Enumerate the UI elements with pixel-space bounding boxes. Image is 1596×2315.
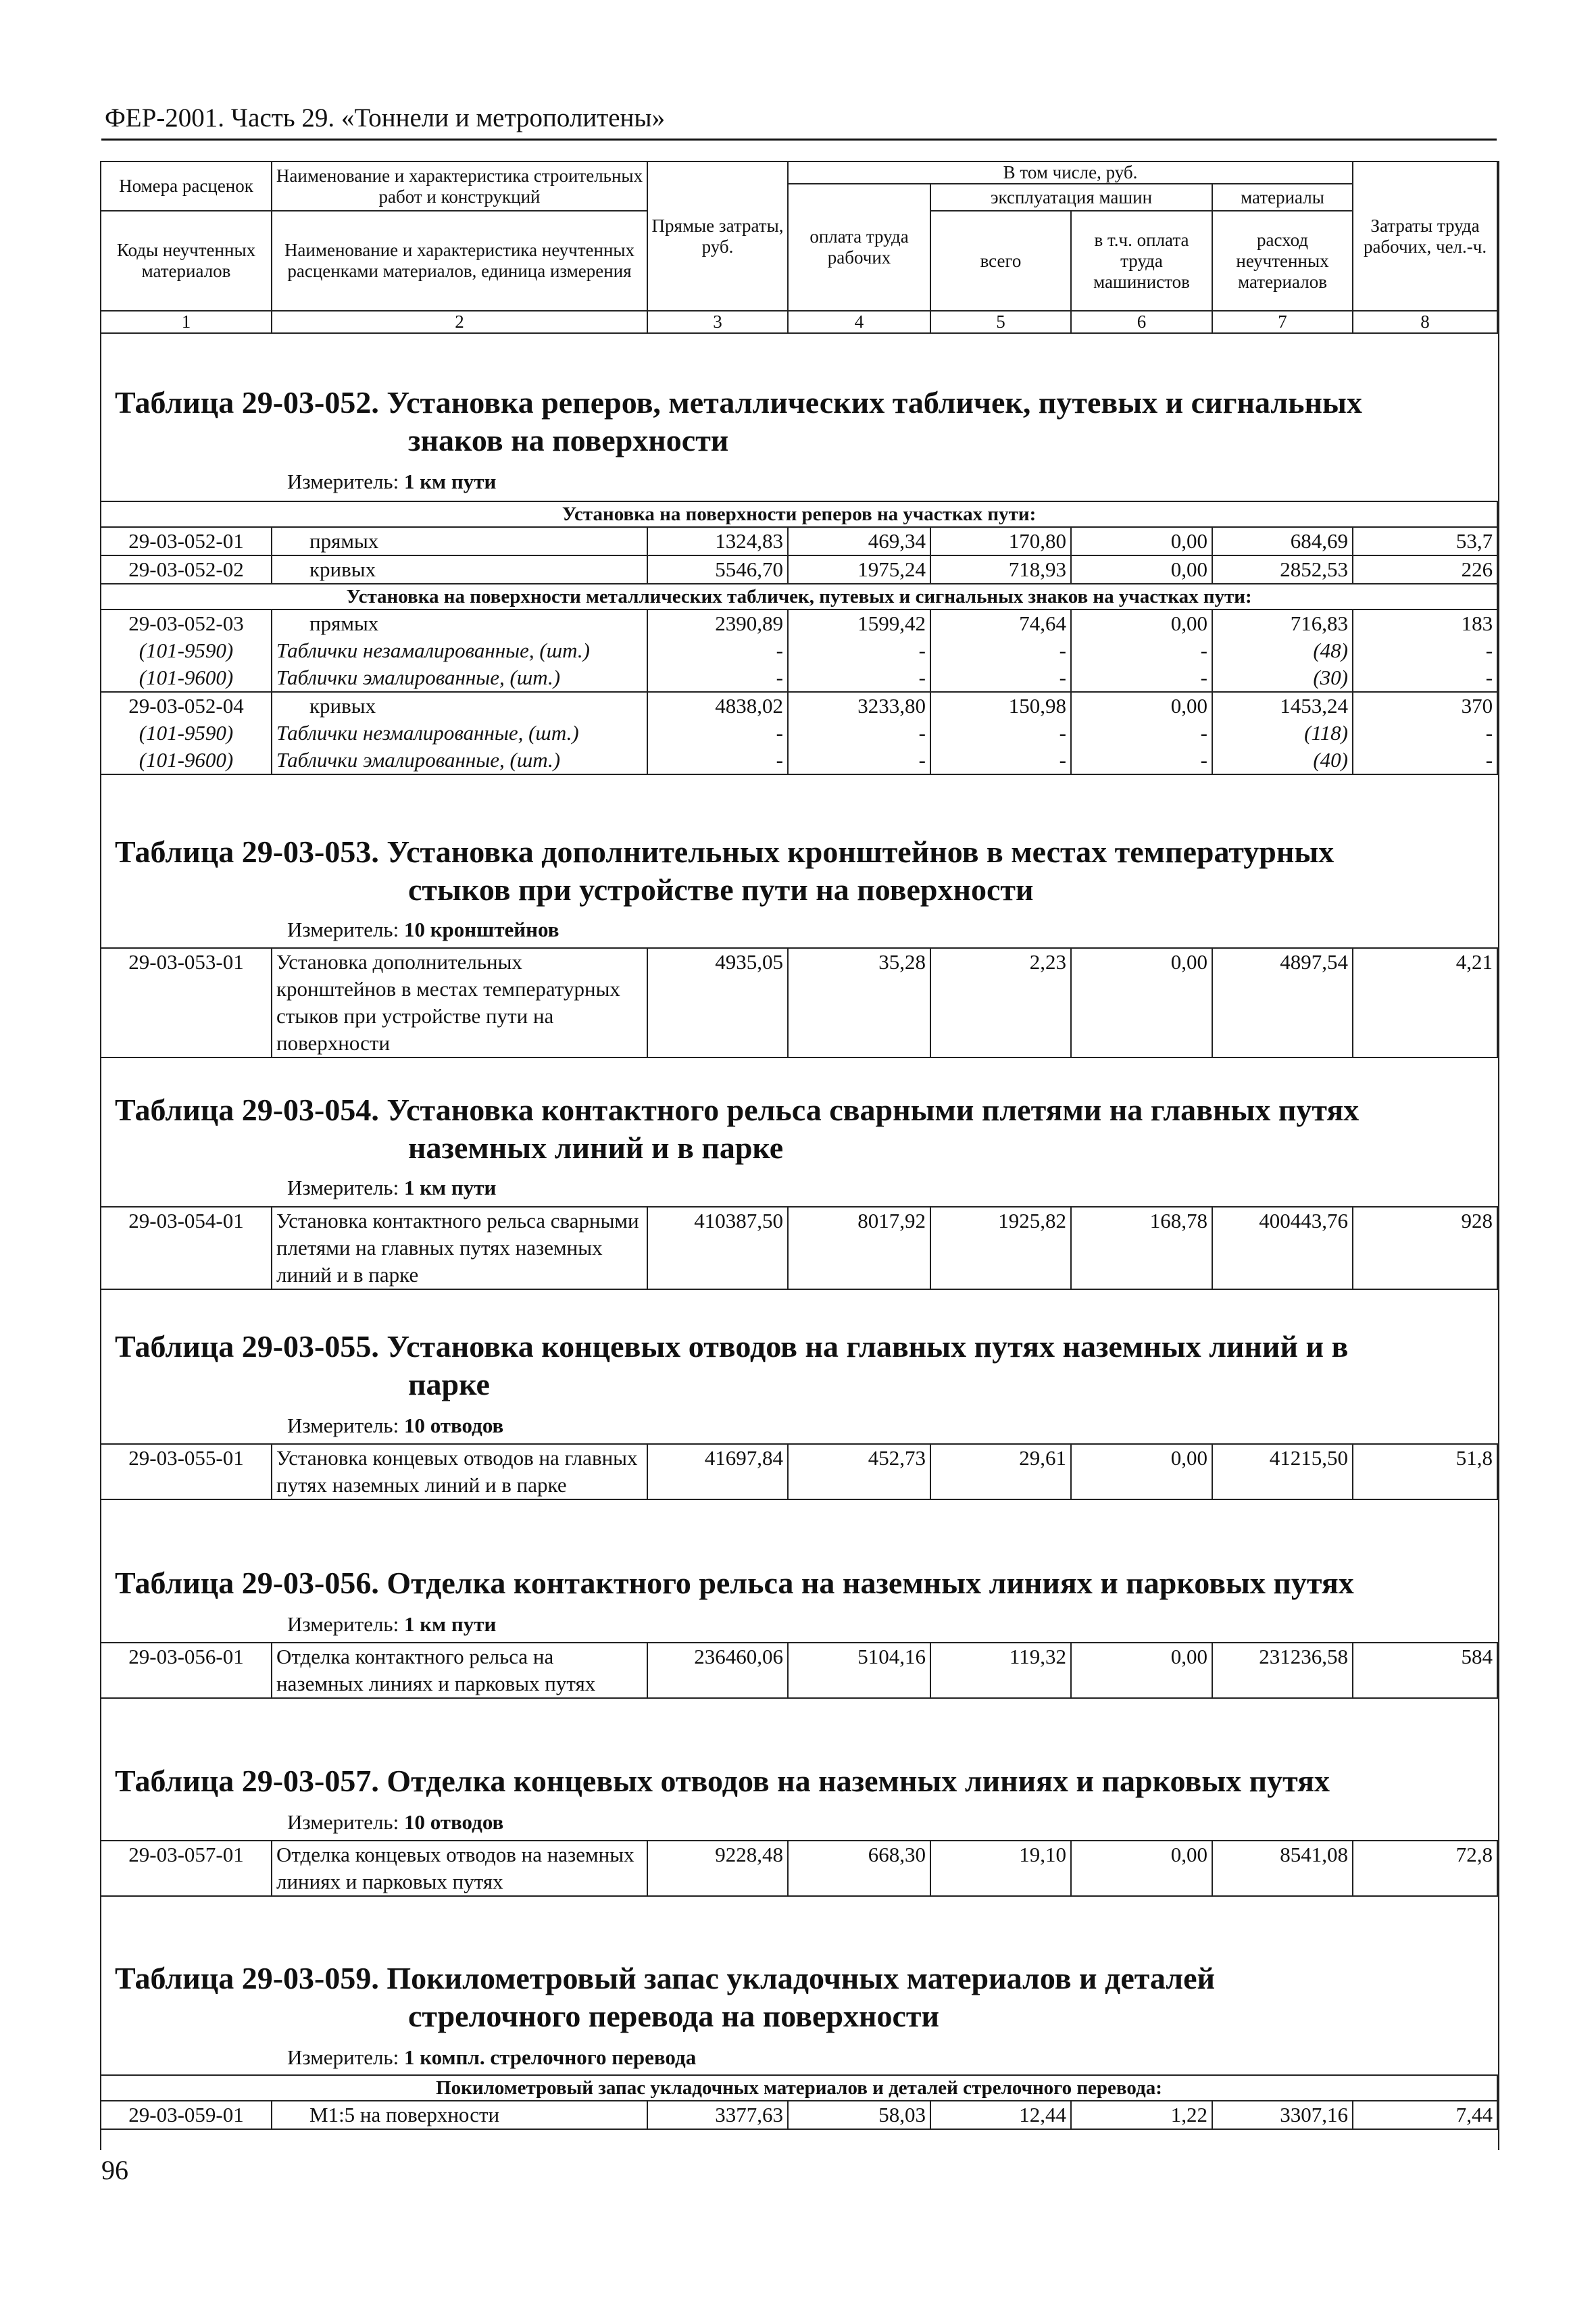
material-code: (101-9590) xyxy=(101,720,272,747)
table-057-title xyxy=(115,1762,1480,1800)
machines-total: 1925,82 xyxy=(930,1207,1071,1289)
table-row xyxy=(101,1841,1497,1896)
dash: - xyxy=(930,747,1071,774)
labor: 51,8 xyxy=(1353,1444,1497,1499)
table-056-measure xyxy=(287,1612,496,1637)
dash: - xyxy=(930,720,1071,747)
machinist-wages: 168,78 xyxy=(1071,1207,1212,1289)
direct-costs: 4935,05 xyxy=(647,948,788,1057)
header-rule xyxy=(101,139,1497,141)
table-057-measure xyxy=(287,1810,503,1835)
material-name: Таблички незмалированные, (шт.) xyxy=(272,720,647,747)
table-052-subheader-plates: Установка на поверхности металлических табличек, путевых и сигнальных знаков на участках пути: xyxy=(101,584,1497,609)
dash: - xyxy=(930,637,1071,664)
rate-code: 29-03-057-01 xyxy=(101,1841,272,1896)
table-053-title xyxy=(115,833,1480,909)
col-header-machines-total: всего xyxy=(930,211,1071,311)
table-row xyxy=(101,555,1497,584)
wages: 35,28 xyxy=(788,948,930,1057)
table-055-number: Таблица 29-03-055. xyxy=(115,1329,379,1364)
machines-total: 74,64 xyxy=(930,609,1071,637)
col-header-machines: эксплуатация машин xyxy=(930,184,1212,211)
rate-code: 29-03-054-01 xyxy=(101,1207,272,1289)
materials: 400443,76 xyxy=(1212,1207,1353,1289)
materials: 231236,58 xyxy=(1212,1643,1353,1698)
measure-value: 10 отводов xyxy=(403,1414,504,1437)
table-053-measure xyxy=(287,918,559,942)
direct-costs: 41697,84 xyxy=(647,1444,788,1499)
col-header-including: В том числе, руб. xyxy=(788,161,1353,184)
table-059-rows xyxy=(100,2074,1498,2130)
materials: 2852,53 xyxy=(1212,555,1353,584)
measure-label: Измеритель: xyxy=(287,1810,399,1834)
labor: 183 xyxy=(1353,609,1497,637)
direct-costs: 4838,02 xyxy=(647,692,788,720)
table-055-title-line1: Установка концевых отводов на главных путях наземных линий и в xyxy=(386,1329,1349,1364)
measure-value: 1 км пути xyxy=(403,1176,497,1199)
dash: - xyxy=(788,720,930,747)
table-053-title-line2: стыков при устройстве пути на поверхности xyxy=(408,872,1034,907)
table-057-number: Таблица 29-03-057. xyxy=(115,1764,379,1798)
table-055-title-line2: парке xyxy=(408,1367,490,1401)
machinist-wages: 0,00 xyxy=(1071,692,1212,720)
labor: 7,44 xyxy=(1353,2101,1497,2129)
table-row xyxy=(101,948,1497,1057)
dash: - xyxy=(1071,720,1212,747)
wages: 58,03 xyxy=(788,2101,930,2129)
measure-value: 1 км пути xyxy=(403,1612,497,1636)
table-054-title-line1: Установка контактного рельса сварными плетями на главных путях xyxy=(386,1093,1360,1127)
table-row xyxy=(101,609,1497,637)
work-name: Установка концевых отводов на главных путях наземных линий и в парке xyxy=(272,1444,647,1499)
wages: 8017,92 xyxy=(788,1207,930,1289)
col-header-machinist-wages: в т.ч. оплата труда машинистов xyxy=(1071,211,1212,311)
dash: - xyxy=(930,664,1071,692)
work-name: кривых xyxy=(272,692,647,720)
col-header-direct-costs: Прямые затраты, руб. xyxy=(647,161,788,311)
machinist-wages: 0,00 xyxy=(1071,555,1212,584)
work-name: Отделка концевых отводов на наземных линиях и парковых путях xyxy=(272,1841,647,1896)
direct-costs: 236460,06 xyxy=(647,1643,788,1698)
col-number-1: 1 xyxy=(101,311,272,333)
table-055-title xyxy=(115,1328,1480,1403)
work-name: М1:5 на поверхности xyxy=(272,2101,647,2129)
table-row xyxy=(101,2101,1497,2129)
measure-value: 1 км пути xyxy=(403,470,497,493)
table-row xyxy=(101,692,1497,720)
machinist-wages: 0,00 xyxy=(1071,1444,1212,1499)
direct-costs: 410387,50 xyxy=(647,1207,788,1289)
table-row xyxy=(101,1643,1497,1698)
measure-value: 10 кронштейнов xyxy=(403,918,559,941)
dash: - xyxy=(788,664,930,692)
table-056-number: Таблица 29-03-056. xyxy=(115,1566,379,1600)
materials: 3307,16 xyxy=(1212,2101,1353,2129)
rate-code: 29-03-055-01 xyxy=(101,1444,272,1499)
col-number-8: 8 xyxy=(1353,311,1497,333)
material-consumption: (118) xyxy=(1212,720,1353,747)
wages: 469,34 xyxy=(788,527,930,555)
dash: - xyxy=(1353,747,1497,774)
machines-total: 19,10 xyxy=(930,1841,1071,1896)
machines-total: 119,32 xyxy=(930,1643,1071,1698)
table-057-title-line1: Отделка концевых отводов на наземных линиях и парковых путях xyxy=(386,1764,1330,1798)
material-name: Таблички эмалированные, (шт.) xyxy=(272,747,647,774)
rate-code: 29-03-059-01 xyxy=(101,2101,272,2129)
material-code: (101-9600) xyxy=(101,747,272,774)
dash: - xyxy=(647,637,788,664)
direct-costs: 1324,83 xyxy=(647,527,788,555)
work-name: Установка дополнительных кронштейнов в местах температурных стыков при устройстве пути на поверхности xyxy=(272,948,647,1057)
rate-code: 29-03-053-01 xyxy=(101,948,272,1057)
table-052-title-line2: знаков на поверхности xyxy=(408,423,729,457)
col-header-rate-number: Номера расценок xyxy=(101,161,272,211)
material-row xyxy=(101,747,1497,774)
material-row xyxy=(101,720,1497,747)
col-header-material-codes: Коды неучтенных материалов xyxy=(101,211,272,311)
table-059-title-line1: Покилометровый запас укладочных материалов и деталей xyxy=(386,1961,1216,1995)
materials: 41215,50 xyxy=(1212,1444,1353,1499)
dash: - xyxy=(1353,637,1497,664)
work-name: кривых xyxy=(272,555,647,584)
dash: - xyxy=(1071,747,1212,774)
dash: - xyxy=(1353,664,1497,692)
material-row xyxy=(101,664,1497,692)
col-number-2: 2 xyxy=(272,311,647,333)
table-059-number: Таблица 29-03-059. xyxy=(115,1961,379,1995)
material-name: Таблички эмалированные, (шт.) xyxy=(272,664,647,692)
table-row xyxy=(101,1444,1497,1499)
material-consumption: (48) xyxy=(1212,637,1353,664)
table-057-rows xyxy=(100,1840,1498,1897)
col-header-labor: Затраты труда рабочих, чел.-ч. xyxy=(1353,161,1497,311)
direct-costs: 5546,70 xyxy=(647,555,788,584)
machinist-wages: 0,00 xyxy=(1071,1643,1212,1698)
direct-costs: 3377,63 xyxy=(647,2101,788,2129)
machines-total: 29,61 xyxy=(930,1444,1071,1499)
table-row xyxy=(101,1207,1497,1289)
table-056-title-line1: Отделка контактного рельса на наземных линиях и парковых путях xyxy=(386,1566,1354,1600)
col-number-5: 5 xyxy=(930,311,1071,333)
measure-label: Измеритель: xyxy=(287,1414,399,1437)
column-header-table xyxy=(100,161,1498,334)
table-056-rows xyxy=(100,1642,1498,1699)
table-052-subheader-benchmarks: Установка на поверхности реперов на участках пути: xyxy=(101,501,1497,527)
table-056-title xyxy=(115,1564,1480,1602)
measure-value: 1 компл. стрелочного перевода xyxy=(403,2045,697,2069)
labor: 928 xyxy=(1353,1207,1497,1289)
col-header-material-consumption: расход неучтенных материалов xyxy=(1212,211,1353,311)
table-054-measure xyxy=(287,1176,496,1200)
col-number-6: 6 xyxy=(1071,311,1212,333)
dash: - xyxy=(788,637,930,664)
rate-code: 29-03-052-02 xyxy=(101,555,272,584)
work-name: Установка контактного рельса сварными плетями на главных путях наземных линий и в парке xyxy=(272,1207,647,1289)
measure-label: Измеритель: xyxy=(287,918,399,941)
table-055-measure xyxy=(287,1414,503,1438)
wages: 1599,42 xyxy=(788,609,930,637)
material-name: Таблички незамалированные, (шт.) xyxy=(272,637,647,664)
table-053-rows xyxy=(100,947,1498,1058)
table-055-rows xyxy=(100,1443,1498,1500)
col-header-material-names: Наименование и характеристика неучтенных расценками материалов, единица измерения xyxy=(272,211,647,311)
direct-costs: 2390,89 xyxy=(647,609,788,637)
material-code: (101-9590) xyxy=(101,637,272,664)
materials: 716,83 xyxy=(1212,609,1353,637)
table-053-number: Таблица 29-03-053. xyxy=(115,835,379,869)
table-053-title-line1: Установка дополнительных кронштейнов в местах температурных xyxy=(386,835,1335,869)
machinist-wages: 0,00 xyxy=(1071,948,1212,1057)
work-name: Отделка контактного рельса на наземных линиях и парковых путях xyxy=(272,1643,647,1698)
machines-total: 170,80 xyxy=(930,527,1071,555)
table-052-number: Таблица 29-03-052. xyxy=(115,385,379,420)
material-row xyxy=(101,637,1497,664)
table-054-number: Таблица 29-03-054. xyxy=(115,1093,379,1127)
rate-code: 29-03-052-03 xyxy=(101,609,272,637)
dash: - xyxy=(1071,664,1212,692)
machinist-wages: 0,00 xyxy=(1071,609,1212,637)
col-number-7: 7 xyxy=(1212,311,1353,333)
labor: 4,21 xyxy=(1353,948,1497,1057)
measure-value: 10 отводов xyxy=(403,1810,504,1834)
page-header-title: ФЕР-2001. Часть 29. «Тоннели и метрополитены» xyxy=(105,103,666,132)
table-054-rows xyxy=(100,1206,1498,1290)
labor: 370 xyxy=(1353,692,1497,720)
materials: 684,69 xyxy=(1212,527,1353,555)
labor: 226 xyxy=(1353,555,1497,584)
work-name: прямых xyxy=(272,527,647,555)
dash: - xyxy=(1353,720,1497,747)
dash: - xyxy=(647,664,788,692)
page-number: 96 xyxy=(101,2155,128,2185)
wages: 5104,16 xyxy=(788,1643,930,1698)
rate-code: 29-03-052-01 xyxy=(101,527,272,555)
dash: - xyxy=(647,747,788,774)
material-consumption: (30) xyxy=(1212,664,1353,692)
col-header-materials: материалы xyxy=(1212,184,1353,211)
measure-label: Измеритель: xyxy=(287,1176,399,1199)
table-054-title-line2: наземных линий и в парке xyxy=(408,1130,784,1165)
col-header-wages: оплата труда рабочих xyxy=(788,184,930,311)
table-052-rows xyxy=(100,501,1498,775)
machines-total: 12,44 xyxy=(930,2101,1071,2129)
labor: 53,7 xyxy=(1353,527,1497,555)
labor: 72,8 xyxy=(1353,1841,1497,1896)
machines-total: 718,93 xyxy=(930,555,1071,584)
table-row xyxy=(101,527,1497,555)
machinist-wages: 1,22 xyxy=(1071,2101,1212,2129)
rate-code: 29-03-052-04 xyxy=(101,692,272,720)
machinist-wages: 0,00 xyxy=(1071,1841,1212,1896)
wages: 668,30 xyxy=(788,1841,930,1896)
materials: 8541,08 xyxy=(1212,1841,1353,1896)
dash: - xyxy=(1071,637,1212,664)
table-059-measure xyxy=(287,2045,696,2070)
labor: 584 xyxy=(1353,1643,1497,1698)
machines-total: 150,98 xyxy=(930,692,1071,720)
materials: 4897,54 xyxy=(1212,948,1353,1057)
table-059-title-line2: стрелочного перевода на поверхности xyxy=(408,1999,939,2033)
measure-label: Измеритель: xyxy=(287,470,399,493)
wages: 452,73 xyxy=(788,1444,930,1499)
work-name: прямых xyxy=(272,609,647,637)
dash: - xyxy=(647,720,788,747)
rate-code: 29-03-056-01 xyxy=(101,1643,272,1698)
table-059-subheader: Покилометровый запас укладочных материалов и деталей стрелочного перевода: xyxy=(101,2075,1497,2101)
table-052-title xyxy=(115,384,1480,459)
table-052-title-line1: Установка реперов, металлических табличек, путевых и сигнальных xyxy=(386,385,1362,420)
measure-label: Измеритель: xyxy=(287,2045,399,2069)
materials: 1453,24 xyxy=(1212,692,1353,720)
table-052-measure xyxy=(287,470,496,494)
col-number-3: 3 xyxy=(647,311,788,333)
col-number-4: 4 xyxy=(788,311,930,333)
wages: 3233,80 xyxy=(788,692,930,720)
machines-total: 2,23 xyxy=(930,948,1071,1057)
material-consumption: (40) xyxy=(1212,747,1353,774)
measure-label: Измеритель: xyxy=(287,1612,399,1636)
dash: - xyxy=(788,747,930,774)
machinist-wages: 0,00 xyxy=(1071,527,1212,555)
direct-costs: 9228,48 xyxy=(647,1841,788,1896)
col-header-work-name: Наименование и характеристика строительных работ и конструкций xyxy=(272,161,647,211)
material-code: (101-9600) xyxy=(101,664,272,692)
table-059-title xyxy=(115,1960,1480,2035)
table-054-title xyxy=(115,1091,1480,1167)
wages: 1975,24 xyxy=(788,555,930,584)
